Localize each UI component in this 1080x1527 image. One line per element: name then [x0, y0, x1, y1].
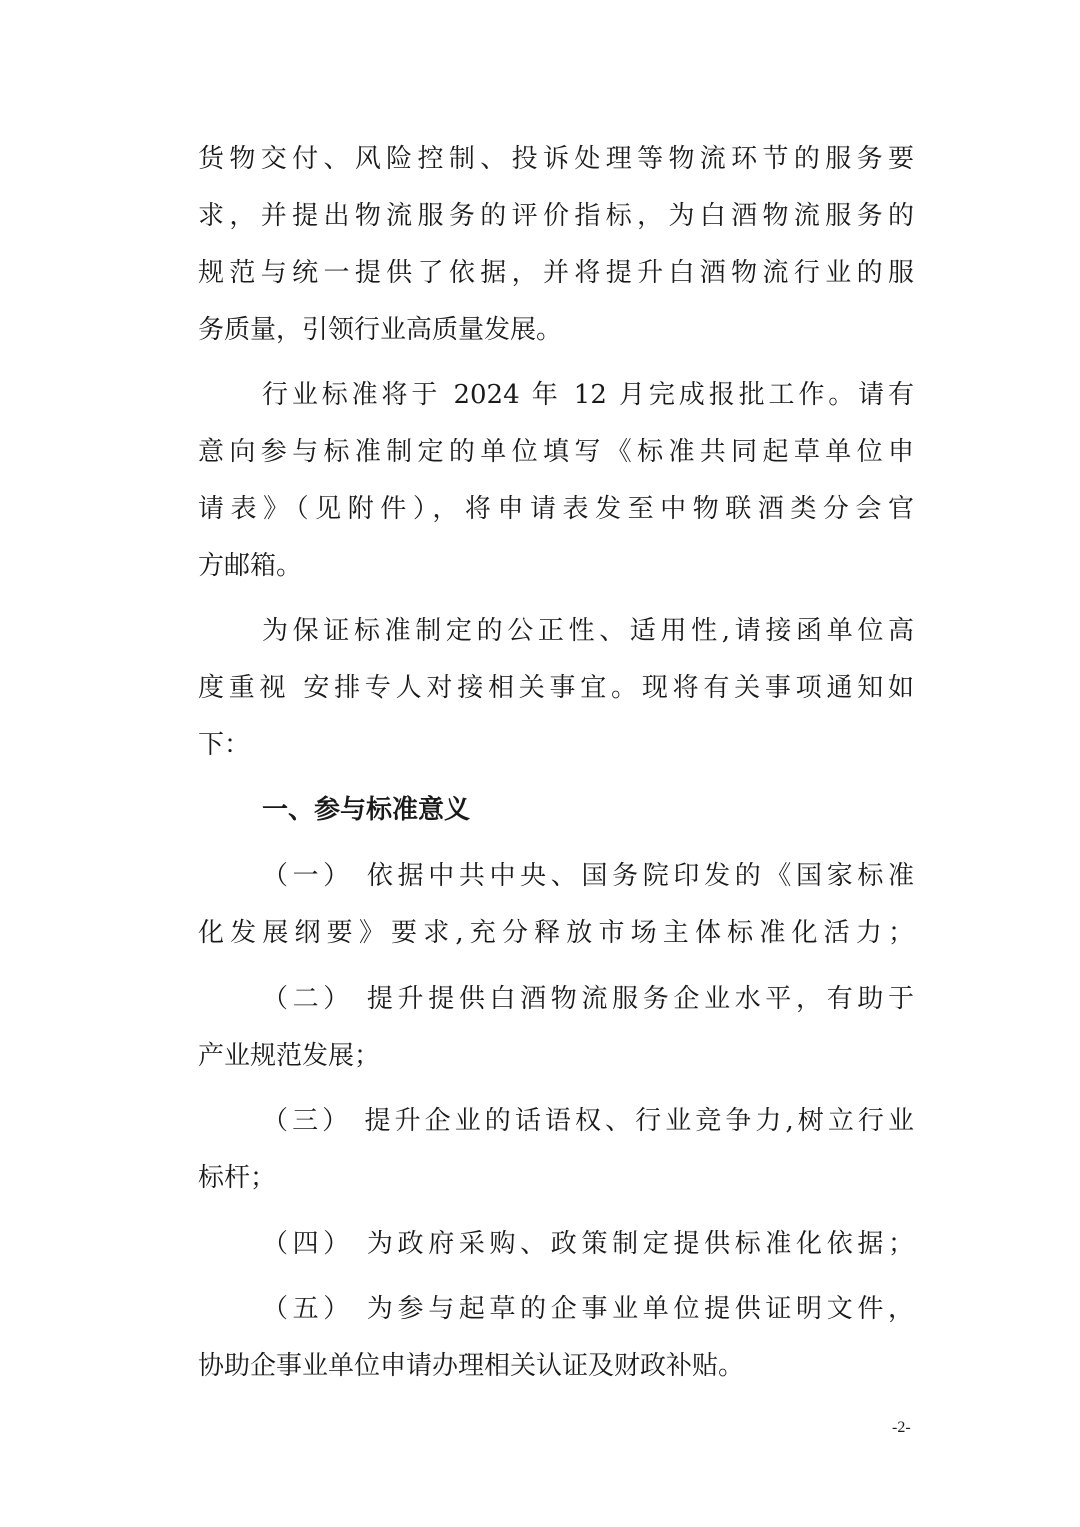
paragraph-line: 为保证标准制定的公正性、适用性,请接函单位高: [262, 616, 914, 646]
list-item-line: 标杆；: [198, 1163, 277, 1193]
list-item-line: （四） 为政府采购、政策制定提供标准化依据；: [262, 1229, 914, 1259]
paragraph-line: 务质量，引领行业高质量发展。: [198, 315, 563, 345]
section-heading: 一、参与标准意义: [262, 795, 471, 825]
paragraph-line: 货物交付、风险控制、投诉处理等物流环节的服务要: [198, 144, 914, 174]
list-item-line: 协助企事业单位申请办理相关认证及财政补贴。: [198, 1351, 745, 1381]
list-item-line: （五） 为参与起草的企事业单位提供证明文件，: [262, 1294, 914, 1324]
list-item-line: （二） 提升提供白酒物流服务企业水平，有助于: [262, 984, 914, 1014]
paragraph-line: 度重视 安排专人对接相关事宜。现将有关事项通知如: [198, 673, 914, 703]
paragraph-line: 行业标准将于 2024 年 12 月完成报批工作。请有: [262, 380, 914, 410]
list-item-line: 化发展纲要》要求,充分释放市场主体标准化活力；: [198, 918, 914, 948]
page-number: -2-: [892, 1419, 911, 1436]
list-item-line: （三） 提升企业的话语权、行业竞争力,树立行业: [262, 1106, 914, 1136]
paragraph-line: 下：: [198, 730, 251, 760]
paragraph-line: 方邮箱。: [198, 551, 303, 581]
paragraph-line: 请表》（见附件），将申请表发至中物联酒类分会官: [198, 494, 914, 524]
paragraph-line: 意向参与标准制定的单位填写《标准共同起草单位申: [198, 437, 914, 467]
paragraph-line: 规范与统一提供了依据，并将提升白酒物流行业的服: [198, 258, 914, 288]
paragraph-line: 求，并提出物流服务的评价指标，为白酒物流服务的: [198, 201, 914, 231]
list-item-line: 产业规范发展；: [198, 1041, 381, 1071]
list-item-line: （一） 依据中共中央、国务院印发的《国家标准: [262, 861, 914, 891]
